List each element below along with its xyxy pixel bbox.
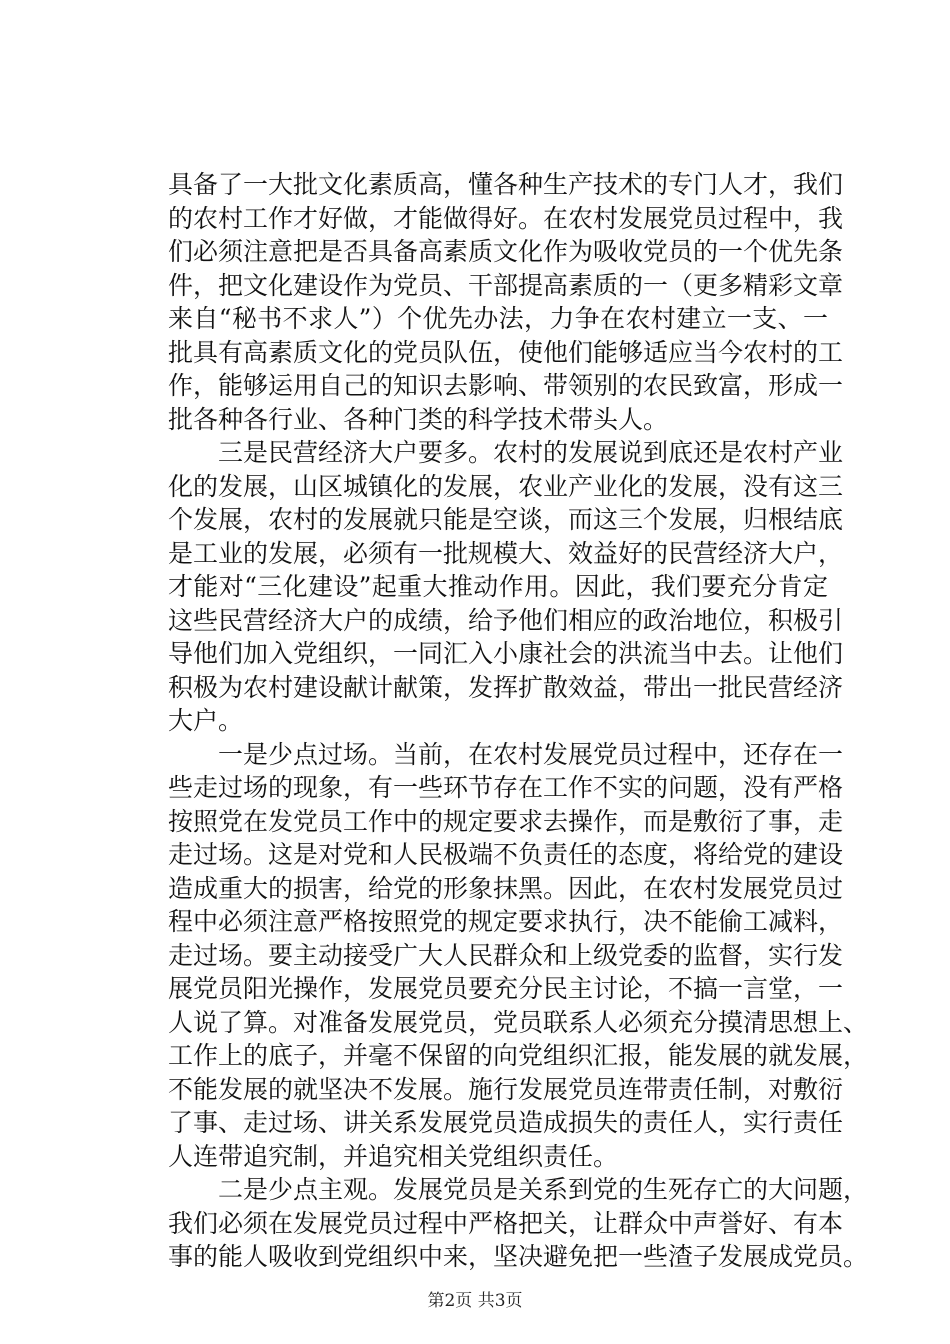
paragraph <box>168 1173 869 1274</box>
body-text <box>168 168 869 1274</box>
text-line: 三是民营经济大户要多。农村的发展说到底还是农村产业 <box>168 438 844 467</box>
text-line: 大户。 <box>168 706 244 735</box>
text-line: 了事、走过场、讲关系发展党员造成损失的责任人，实行责任 <box>168 1108 844 1137</box>
text-line: 个发展，农村的发展就只能是空谈，而这三个发展，归根结底 <box>168 505 844 534</box>
text-line: 化的发展，山区城镇化的发展，农业产业化的发展，没有这三 <box>168 471 844 501</box>
page-footer: 第2页 共3页 <box>427 1291 523 1311</box>
text-line: 按照党在发党员工作中的规定要求去操作，而是敷衍了事，走 <box>168 806 844 836</box>
text-line: 程中必须注意严格按照党的规定要求执行，决不能偷工减料， <box>168 907 844 936</box>
text-line: 是工业的发展，必须有一批规模大、效益好的民营经济大户， <box>168 538 844 568</box>
text-line: 事的能人吸收到党组织中来，坚决避免把一些渣子发展成党员。 <box>168 1242 869 1271</box>
text-line: 批具有高素质文化的党员队伍，使他们能够适应当今农村的工 <box>168 337 844 367</box>
text-line: 积极为农村建设献计献策，发挥扩散效益，带出一批民营经济 <box>168 672 844 702</box>
text-line: 具备了一大批文化素质高，懂各种生产技术的专门人才，我们 <box>168 170 844 199</box>
text-line: 作，能够运用自己的知识去影响、带领别的农民致富，形成一 <box>168 371 844 400</box>
text-line: 些走过场的现象，有一些环节存在工作不实的问题，没有严格 <box>168 773 844 802</box>
text-line: 导他们加入党组织，一同汇入小康社会的洪流当中去。让他们 <box>168 639 844 668</box>
text-line: 走过场。要主动接受广大人民群众和上级党委的监督，实行发 <box>168 940 844 970</box>
text-line: 人连带追究制，并追究相关党组织责任。 <box>168 1141 619 1171</box>
text-line: 不能发展的就坚决不发展。施行发展党员连带责任制，对敷衍 <box>168 1074 844 1104</box>
paragraph <box>168 738 869 1174</box>
text-line: 来自“秘书不求人”）个优先办法，力争在农村建立一支、一 <box>168 304 828 333</box>
text-line: 的农村工作才好做，才能做得好。在农村发展党员过程中，我 <box>168 203 844 233</box>
text-line: 批各种各行业、各种门类的科学技术带头人。 <box>168 404 669 434</box>
text-line: 这些民营经济大户的成绩，给予他们相应的政治地位，积极引 <box>168 605 844 635</box>
text-line: 件，把文化建设作为党员、干部提高素质的一（更多精彩文章 <box>168 270 844 300</box>
text-line: 二是少点主观。发展党员是关系到党的生死存亡的大问题， <box>168 1175 869 1204</box>
text-line: 造成重大的损害，给党的形象抹黑。因此，在农村发展党员过 <box>168 873 844 903</box>
paragraph <box>168 168 844 436</box>
text-line: 展党员阳光操作，发展党员要充分民主讨论，不搞一言堂，一 <box>168 974 844 1003</box>
text-line: 走过场。这是对党和人民极端不负责任的态度，将给党的建设 <box>168 840 844 869</box>
text-line: 们必须注意把是否具备高素质文化作为吸收党员的一个优先条 <box>168 237 844 266</box>
text-line: 一是少点过场。当前，在农村发展党员过程中，还存在一 <box>168 739 844 769</box>
text-line: 人说了算。对准备发展党员，党员联系人必须充分摸清思想上、 <box>168 1007 869 1037</box>
text-line: 才能对“三化建设”起重大推动作用。因此，我们要充分肯定 <box>168 572 828 601</box>
text-line: 我们必须在发展党员过程中严格把关，让群众中声誉好、有本 <box>168 1208 844 1238</box>
paragraph <box>168 436 844 738</box>
text-line: 工作上的底子，并毫不保留的向党组织汇报，能发展的就发展， <box>168 1041 869 1070</box>
